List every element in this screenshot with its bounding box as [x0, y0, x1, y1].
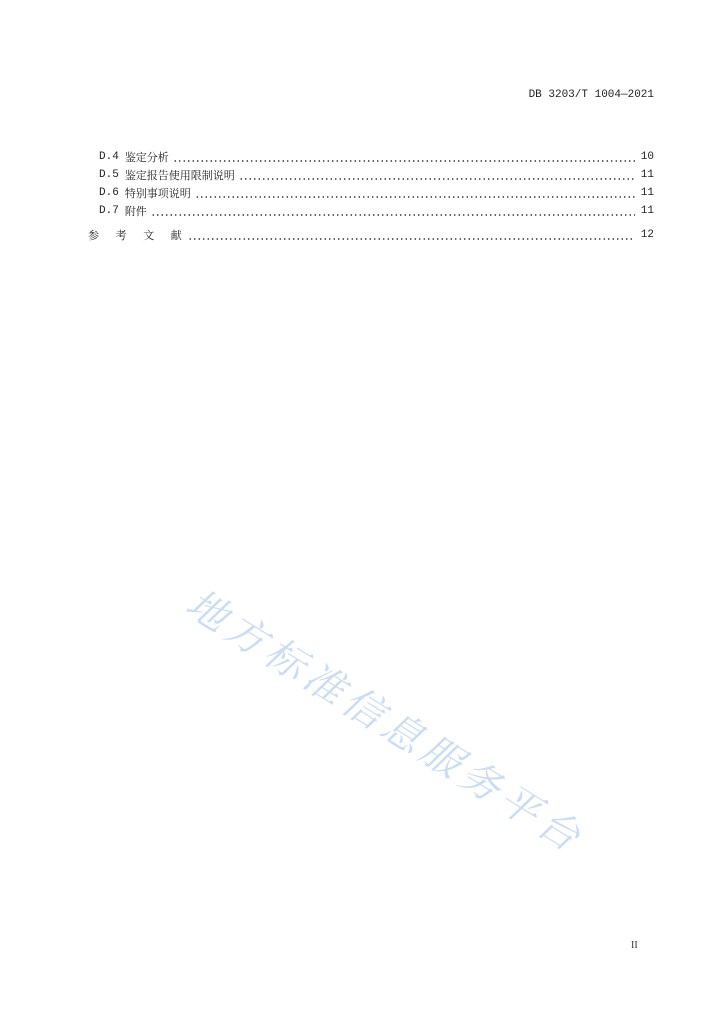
toc-entry-d4	[99, 148, 654, 166]
toc-entry-page: 11	[640, 169, 654, 181]
page-number: II	[631, 940, 638, 951]
toc-entry-references	[88, 226, 654, 244]
toc-entry-d7	[99, 202, 654, 220]
toc-entry-title: 鉴定分析	[124, 153, 169, 165]
dot-leader	[239, 166, 635, 184]
toc-entry-title: 附件	[124, 207, 147, 219]
toc-entry-page: 11	[640, 187, 654, 199]
toc-entry-page: 11	[640, 205, 654, 217]
dot-leader	[195, 184, 635, 202]
document-code-header: DB 3203/T 1004—2021	[528, 89, 654, 101]
table-of-contents	[99, 148, 654, 220]
toc-entry-title: 特别事项说明	[124, 189, 191, 201]
toc-entry-d5	[99, 166, 654, 184]
toc-entry-number: D.5	[99, 169, 119, 181]
dot-leader	[188, 226, 635, 244]
toc-entry-d6	[99, 184, 654, 202]
toc-entry-page: 10	[640, 151, 654, 163]
toc-entry-number: D.6	[99, 187, 119, 199]
dot-leader	[173, 148, 635, 166]
watermark-text: 地方标准信息服务平台	[177, 580, 593, 864]
toc-entry-page: 12	[640, 229, 654, 241]
toc-entry-number: D.4	[99, 151, 119, 163]
references-label: 参 考 文 献	[88, 231, 184, 243]
toc-entry-number: D.7	[99, 205, 119, 217]
toc-entry-title: 鉴定报告使用限制说明	[124, 171, 235, 183]
dot-leader	[151, 202, 635, 220]
